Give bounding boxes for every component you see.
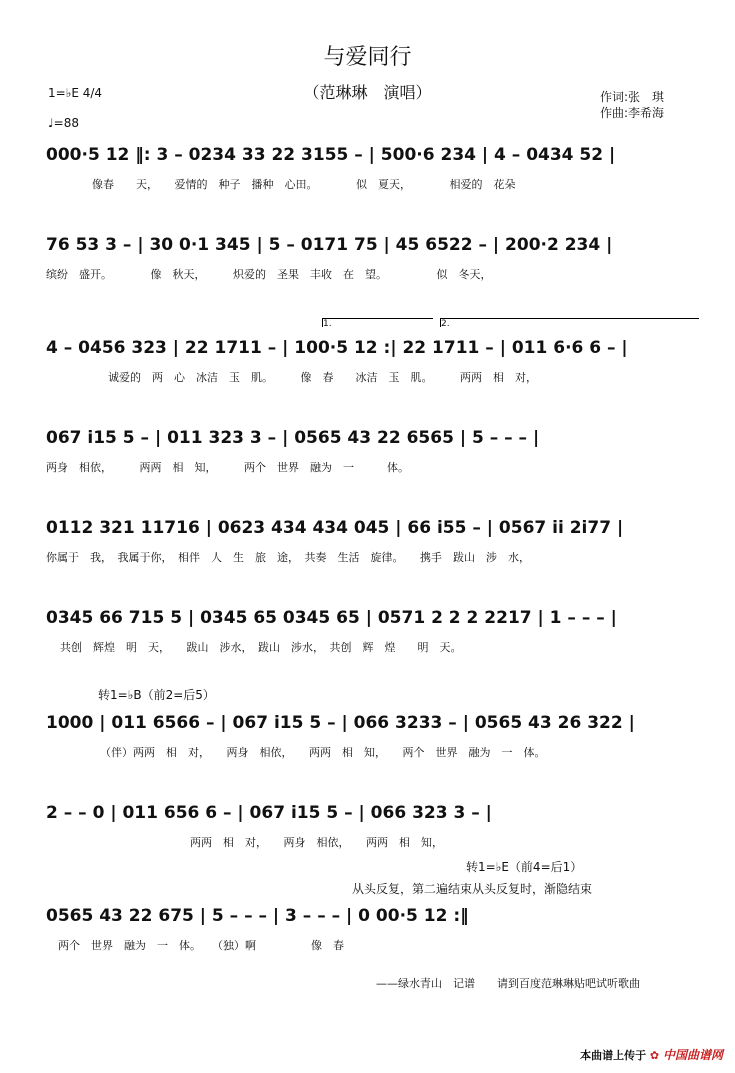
notation-row: 0565 43 22 675 | 5 – – – | 3 – – – | 0 00·5 12 :‖ <box>46 906 469 926</box>
second-ending-bracket: 2. <box>440 318 699 327</box>
key-signature: 1=♭E 4/4 <box>48 86 103 100</box>
notation-row: 0345 66 715 5 | 0345 65 0345 65 | 0571 2 2 2 2217 | 1 – – – | <box>46 608 617 628</box>
lyric-row: 两两 相 对， 两身 相依， 两两 相 知， <box>190 836 443 849</box>
modulation-marking: 转1=♭B（前2=后5） <box>98 688 215 702</box>
tempo-marking: ♩=88 <box>48 116 79 130</box>
lyric-row: 缤纷 盛开。 像 秋天， 炽爱的 圣果 丰收 在 望。 似 冬天， <box>46 268 492 281</box>
upload-notice <box>580 1046 723 1063</box>
notation-row: 4 – 0456 323 | 22 1711 – | 100·5 12 :| 22 1711 – | 011 6·6 6 – | <box>46 338 628 358</box>
upload-text: 本曲谱上传于 <box>580 1049 647 1062</box>
notation-row: 000·5 12 ‖: 3 – 0234 33 22 3155 – | 500·6 234 | 4 – 0434 52 | <box>46 145 616 165</box>
song-title: 与爱同行 <box>323 45 412 70</box>
modulation-marking: 转1=♭E（前4=后1） <box>466 860 583 874</box>
logo-icon: ✿ <box>649 1049 660 1062</box>
song-subtitle: （范琳琳 演唱） <box>303 83 432 102</box>
first-ending-bracket: 1. <box>322 318 433 327</box>
notation-row: 76 53 3 – | 30 0·1 345 | 5 – 0171 75 | 45 6522 – | 200·2 234 | <box>46 235 613 255</box>
lyric-row: 两个 世界 融为 一 体。 （独）啊 像 春 <box>58 939 344 952</box>
repeat-instruction: 从头反复，第二遍结束从头反复时，渐隐结束 <box>352 882 593 896</box>
lyric-row: 你属于 我， 我属于你， 相伴 人 生 旅 途， 共奏 生活 旋律。 携手 跋山 涉 水， <box>46 551 530 564</box>
notation-row: 1000 | 011 6566 – | 067 i15 5 – | 066 3233 – | 0565 43 26 322 | <box>46 713 635 733</box>
lyric-row: 两身 相依， 两两 相 知， 两个 世界 融为 一 体。 <box>46 461 409 474</box>
notation-row: 2 – – 0 | 011 656 6 – | 067 i15 5 – | 066 323 3 – | <box>46 803 492 823</box>
lyric-row: （伴）两两 相 对， 两身 相依， 两两 相 知， 两个 世界 融为 一 体。 <box>100 746 546 759</box>
transcriber-credit: ——绿水青山 记谱 请到百度范琳琳贴吧试听歌曲 <box>376 977 640 990</box>
lyric-row: 像春 天， 爱情的 种子 播种 心田。 似 夏天， 相爱的 花朵 <box>92 178 516 191</box>
lyric-row: 诚爱的 两 心 冰洁 玉 肌。 像 春 冰洁 玉 肌。 两两 相 对， <box>108 371 537 384</box>
lyric-row: 共创 辉煌 明 天， 跋山 涉水， 跋山 涉水， 共创 辉 煌 明 天。 <box>60 641 462 654</box>
composer: 作曲:李希海 <box>600 106 665 120</box>
notation-row: 067 i15 5 – | 011 323 3 – | 0565 43 22 6565 | 5 – – – | <box>46 428 540 448</box>
lyricist: 作词:张 琪 <box>600 90 665 104</box>
notation-row: 0112 321 11716 | 0623 434 434 045 | 66 i55 – | 0567 ii 2i77 | <box>46 518 624 538</box>
site-logo: 中国曲谱网 <box>662 1048 723 1062</box>
